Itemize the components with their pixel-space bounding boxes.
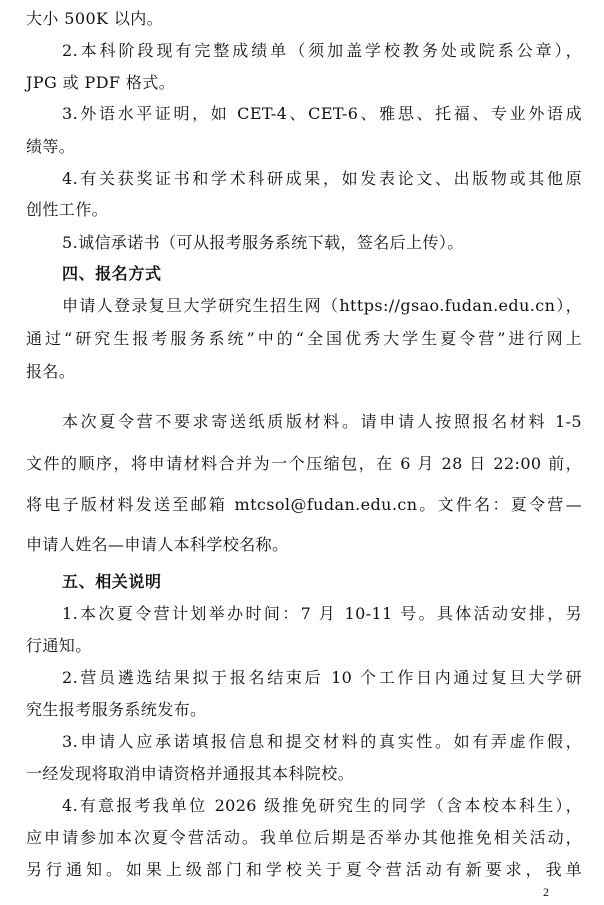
text-line: 4.有关获奖证书和学术科研成果，如发表论文、出版物或其他原 [62,169,582,188]
text-line: 申请人姓名—申请人本科学校名称。 [26,535,289,554]
text-line: 另行通知。如果上级部门和学校关于夏令营活动有新要求，我单 [26,860,582,879]
text-line: 通过“研究生报考服务系统”中的“全国优秀大学生夏令营”进行网上 [26,329,582,348]
text-line: 究生报考服务系统发布。 [26,700,207,719]
page-number: 2 [543,885,549,899]
text-line: 创性工作。 [26,200,109,219]
text-line: 报名。 [26,362,76,381]
text-line: 行通知。 [26,636,92,655]
text-line: 本次夏令营不要求寄送纸质版材料。请申请人按照报名材料 1-5 [62,412,582,431]
section-heading: 五、相关说明 [62,572,162,591]
text-line: 大小 500K 以内。 [26,9,164,28]
text-line: 3.申请人应承诺填报信息和提交材料的真实性。如有弄虚作假， [62,732,582,751]
text-line: 将电子版材料发送至邮箱 mtcsol@fudan.edu.cn。文件名：夏令营— [26,495,582,514]
text-line: 2.营员遴选结果拟于报名结束后 10 个工作日内通过复旦大学研 [62,668,582,687]
text-line: 3.外语水平证明，如 CET-4、CET-6、雅思、托福、专业外语成 [62,104,582,123]
text-line: 应申请参加本次夏令营活动。我单位后期是否举办其他推免相关活动， [26,828,582,847]
text-line: 2.本科阶段现有完整成绩单（须加盖学校教务处或院系公章）， [62,41,582,60]
text-line: 绩等。 [26,137,76,156]
text-line: 1.本次夏令营计划举办时间：7 月 10-11 号。具体活动安排，另 [62,604,582,623]
text-line: 5.诚信承诺书（可从报考服务系统下载，签名后上传）。 [62,233,464,252]
text-line: 申请人登录复旦大学研究生招生网（https://gsao.fudan.edu.cn）， [62,296,582,315]
text-line: 4.有意报考我单位 2026 级推免研究生的同学（含本校本科生）， [62,796,582,815]
text-line: JPG 或 PDF 格式。 [26,73,176,92]
section-heading: 四、报名方式 [62,264,162,283]
text-line: 一经发现将取消申请资格并通报其本科院校。 [26,764,355,783]
text-line: 文件的顺序，将申请材料合并为一个压缩包，在 6 月 28 日 22:00 前， [26,454,582,473]
